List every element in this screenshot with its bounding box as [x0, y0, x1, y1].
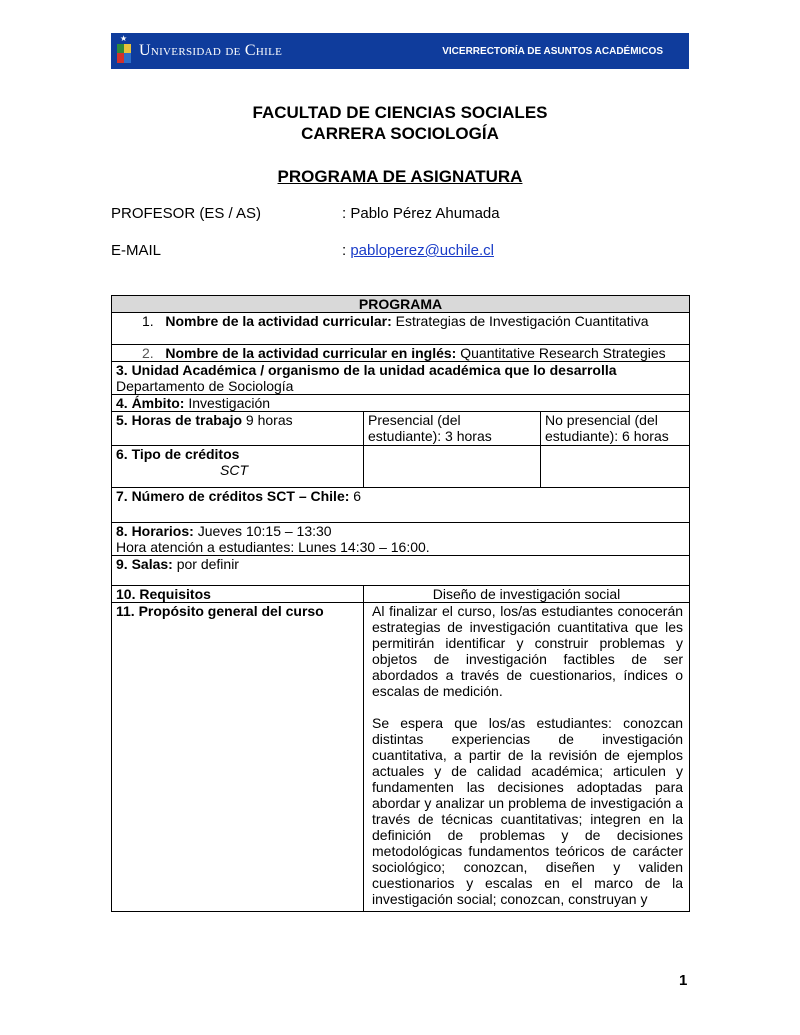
header-banner — [111, 33, 689, 69]
row-activity-name-english: 2. Nombre de la actividad curricular en inglés: Quantitative Research Strategies — [112, 345, 690, 362]
page-number: 1 — [679, 972, 688, 989]
professor-label: PROFESOR (ES / AS) — [111, 205, 262, 222]
university-logo — [117, 34, 283, 64]
row-activity-name: 1. Nombre de la actividad curricular: Estrategias de Investigación Cuantitativa — [112, 313, 690, 345]
requirements-value: Diseño de investigación social — [364, 586, 690, 603]
professor-value: Pablo Pérez Ahumada — [350, 205, 500, 222]
hours-no-presencial: No presencial (del estudiante): 6 horas — [541, 412, 690, 446]
row-rooms: 9. Salas: por definir — [112, 556, 690, 586]
professor-row: PROFESOR (ES / AS) : Pablo Pérez Ahumada — [111, 205, 500, 222]
document-title: PROGRAMA DE ASIGNATURA — [277, 167, 523, 186]
row-credit-type: 6. Tipo de créditos SCT — [112, 446, 364, 488]
row-academic-unit: 3. Unidad Académica / organismo de la unidad académica que lo desarrolla Departamento de Sociología — [112, 362, 690, 395]
university-name: Universidad de Chile — [139, 42, 283, 59]
faculty-title: FACULTAD DE CIENCIAS SOCIALES — [252, 103, 548, 122]
row-requirements: 10. Requisitos — [112, 586, 364, 603]
row-hours: 5. Horas de trabajo 9 horas — [112, 412, 364, 446]
email-row: E-MAIL : pabloperez@uchile.cl — [111, 242, 494, 259]
unit-name: VICERRECTORÍA DE ASUNTOS ACADÉMICOS — [442, 45, 663, 57]
career-title: CARRERA SOCIOLOGÍA — [301, 124, 499, 143]
row-schedule: 8. Horarios: Jueves 10:15 – 13:30 Hora atención a estudiantes: Lunes 14:30 – 16:00. — [112, 523, 690, 556]
email-link[interactable]: pabloperez@uchile.cl — [350, 242, 494, 259]
hours-presencial: Presencial (del estudiante): 3 horas — [364, 412, 541, 446]
program-header: PROGRAMA — [112, 296, 690, 313]
program-table — [111, 295, 690, 912]
row-purpose: 11. Propósito general del curso — [112, 603, 364, 912]
purpose-value: Al finalizar el curso, los/as estudiantes conocerán estrategias de investigación cuantitativa que les permitirán identificar y construir problemas y objetos de investigación factibles de ser abordados a través de cuestionarios, índices o escalas de medición. Se espera que los/as estudiantes: conozcan distintas experiencias de investigación cuantitativa, a partir de la revisión de ejemplos actuales y de calidad académica; articulen y fundamenten las decisiones adoptadas para abordar y analizar un problema de investigación a través de técnicas cuantitativas; integren en la definición de problemas y de decisiones metodológicas fundamentos teóricos de carácter sociológico; conozcan, diseñen y validen cuestionarios y escalas en el marco de la investigación social; conozcan, construyan y — [364, 603, 690, 912]
row-scope: 4. Ámbito: Investigación — [112, 395, 690, 412]
shield-icon: ★ — [117, 38, 131, 64]
email-label: E-MAIL — [111, 242, 162, 259]
row-credits: 7. Número de créditos SCT – Chile: 6 — [112, 488, 690, 523]
